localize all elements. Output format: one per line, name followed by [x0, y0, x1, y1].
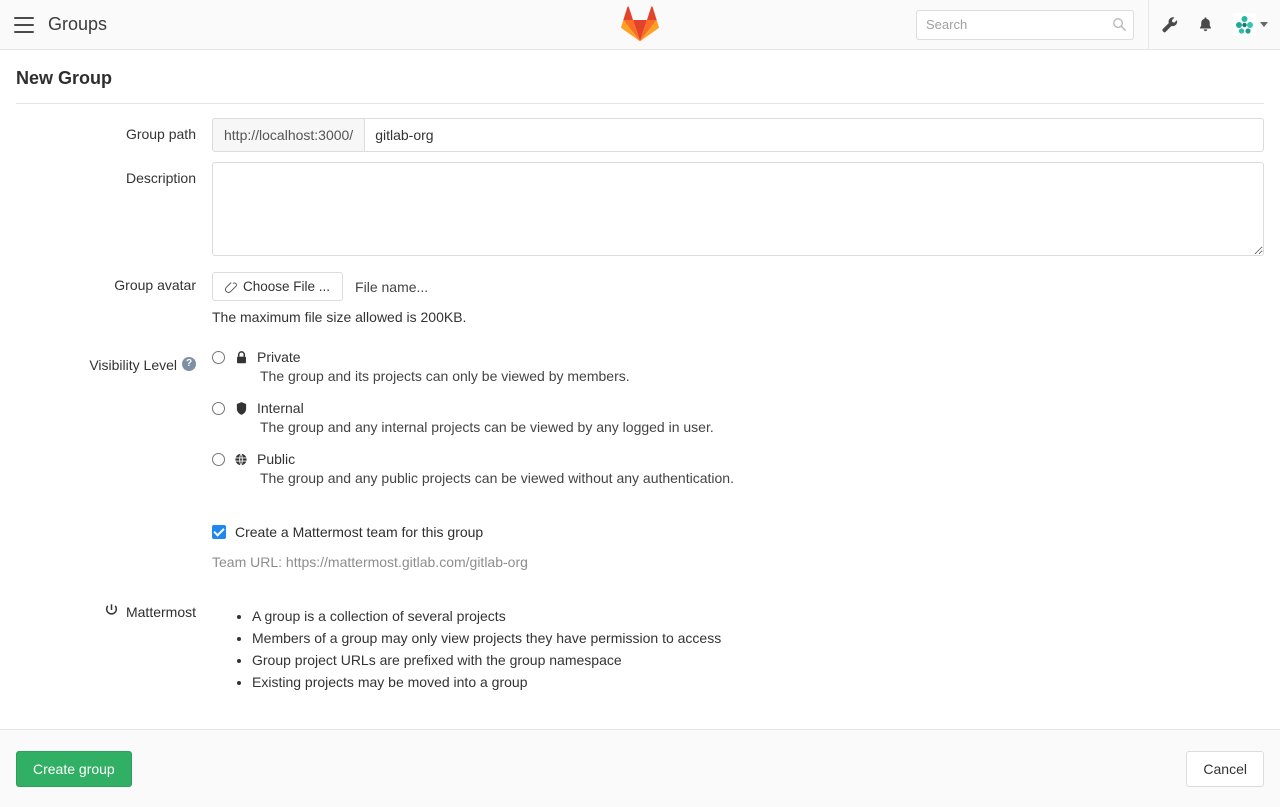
- page-content: [0, 50, 1280, 807]
- description-row: [0, 162, 1280, 259]
- wrench-icon[interactable]: [1151, 0, 1187, 50]
- help-icon[interactable]: ?: [182, 357, 196, 371]
- visibility-row: [0, 349, 1280, 502]
- list-item: • Members of a group may only view projects they have permission to access: [252, 630, 1264, 646]
- description-field: [212, 162, 1280, 259]
- mattermost-row: [0, 524, 1280, 696]
- list-item: • A group is a collection of several projects: [252, 608, 1264, 624]
- globe-icon: [233, 452, 249, 467]
- shield-icon: [233, 401, 249, 416]
- group-avatar-field: [212, 269, 1280, 325]
- group-notes-list: [212, 608, 1264, 690]
- lock-icon: [233, 350, 249, 365]
- new-group-form: [0, 104, 1280, 696]
- visibility-options: [212, 349, 1280, 502]
- mattermost-checkbox-label: Create a Mattermost team for this group: [235, 524, 484, 540]
- create-group-button[interactable]: Create group: [16, 751, 132, 787]
- group-path-field: [212, 118, 1280, 152]
- search-icon: [1112, 17, 1127, 32]
- group-path-row: [0, 118, 1280, 152]
- form-footer: [0, 729, 1280, 807]
- visibility-radio-private[interactable]: [212, 351, 225, 364]
- visibility-desc-public: The group and any public projects can be viewed without any authentication.: [260, 470, 734, 486]
- visibility-label: Visibility Level: [89, 357, 177, 373]
- top-navbar: [0, 0, 1280, 50]
- mattermost-checkbox-row[interactable]: [212, 524, 1264, 540]
- visibility-desc-private: The group and its projects can only be viewed by members.: [260, 368, 630, 384]
- visibility-name-internal: Internal: [257, 400, 304, 416]
- mattermost-label: Mattermost: [125, 603, 196, 620]
- navbar-title: Groups: [48, 14, 108, 34]
- group-avatar-label: Group avatar: [114, 277, 196, 293]
- user-menu[interactable]: [1223, 13, 1268, 36]
- group-path-label: Group path: [125, 126, 196, 142]
- mattermost-checkbox[interactable]: [212, 525, 226, 539]
- search-box[interactable]: [916, 10, 1134, 40]
- cancel-button[interactable]: Cancel: [1186, 751, 1264, 787]
- group-path-prefix: http://localhost:3000/: [212, 118, 364, 152]
- visibility-name-public: Public: [257, 451, 296, 467]
- choose-file-button[interactable]: [212, 272, 343, 301]
- avatar[interactable]: [1233, 13, 1256, 36]
- navbar-left: [0, 14, 107, 35]
- mattermost-field: [212, 524, 1280, 696]
- search-input[interactable]: [916, 10, 1134, 40]
- navbar-divider: [1148, 0, 1149, 50]
- visibility-name-private: Private: [257, 349, 301, 365]
- gitlab-logo[interactable]: [621, 5, 659, 46]
- group-path-input-group: [212, 118, 1264, 152]
- chevron-down-icon[interactable]: [1260, 22, 1268, 27]
- visibility-option-public[interactable]: [212, 451, 1264, 486]
- visibility-option-private[interactable]: [212, 349, 1264, 384]
- mattermost-team-url: Team URL: https://mattermost.gitlab.com/gitlab-org: [212, 554, 528, 570]
- file-name-text: File name...: [355, 278, 429, 295]
- visibility-radio-public[interactable]: [212, 453, 225, 466]
- avatar-help-text: The maximum file size allowed is 200KB.: [212, 309, 467, 325]
- choose-file-label: Choose File ...: [243, 279, 331, 294]
- list-item: • Group project URLs are prefixed with the group namespace: [252, 652, 1264, 668]
- page-title: New Group: [16, 68, 113, 88]
- mattermost-label-wrap: [0, 524, 212, 696]
- visibility-radio-internal[interactable]: [212, 402, 225, 415]
- bell-icon[interactable]: [1187, 0, 1223, 50]
- list-item: • Existing projects may be moved into a group: [252, 674, 1264, 690]
- mattermost-icon: [104, 603, 119, 621]
- description-label: Description: [125, 170, 196, 186]
- navbar-right: [916, 0, 1280, 49]
- group-avatar-row: [0, 269, 1280, 325]
- file-chooser-row: [212, 272, 1264, 301]
- visibility-desc-internal: The group and any internal projects can be viewed by any logged in user.: [260, 419, 714, 435]
- group-path-input[interactable]: [364, 118, 1264, 152]
- visibility-label-wrap: [0, 349, 212, 502]
- visibility-option-internal[interactable]: [212, 400, 1264, 435]
- hamburger-icon[interactable]: [14, 17, 34, 33]
- paperclip-icon: [225, 281, 237, 293]
- description-textarea[interactable]: [212, 162, 1264, 256]
